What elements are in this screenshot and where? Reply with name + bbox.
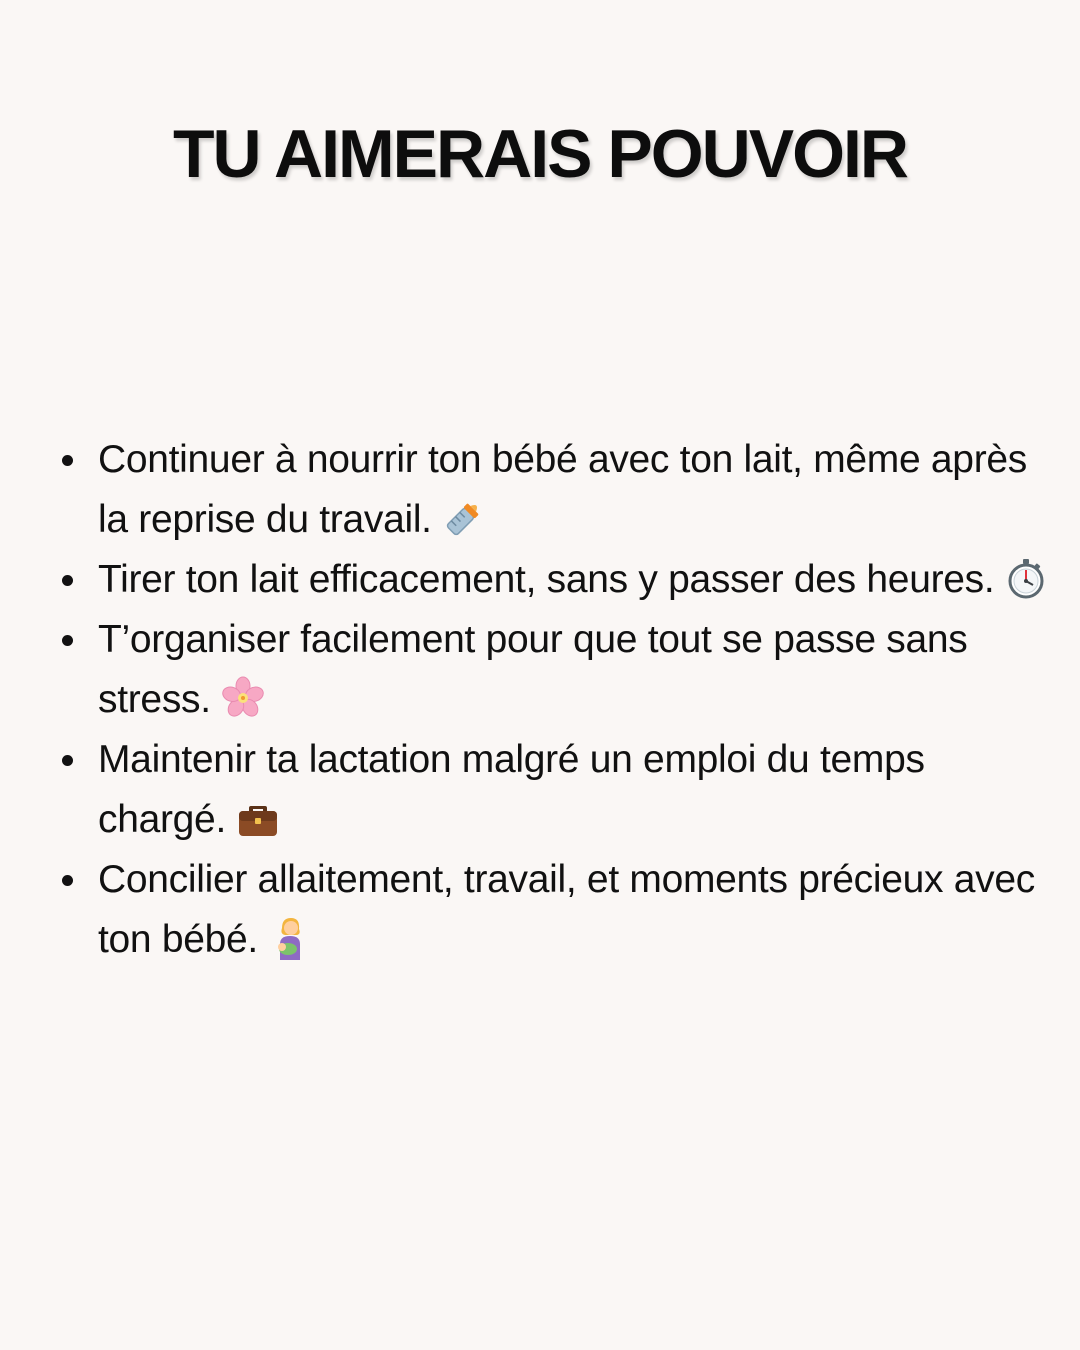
bullet-icon [62, 635, 73, 646]
stopwatch-icon [1004, 556, 1048, 600]
list-item-text: T’organiser facilement pour que tout se passe sans stress. [98, 618, 968, 721]
list-item-text: Maintenir ta lactation malgré un emploi du temps chargé. [98, 738, 925, 841]
baby-bottle-icon [442, 496, 486, 540]
benefits-list [58, 430, 1063, 970]
bullet-icon [62, 455, 73, 466]
bullet-icon [62, 575, 73, 586]
list-item-text: Concilier allaitement, travail, et moments précieux avec ton bébé. [98, 858, 1035, 961]
list-item [58, 610, 1063, 730]
breastfeeding-icon [268, 916, 312, 960]
list-item [58, 430, 1063, 550]
list-item [58, 730, 1063, 850]
briefcase-icon [236, 796, 280, 840]
list-item [58, 550, 1063, 610]
page-title: TU AIMERAIS POUVOIR [173, 116, 907, 192]
cherry-blossom-icon [221, 676, 265, 720]
bullet-icon [62, 755, 73, 766]
bullet-icon [62, 875, 73, 886]
list-item-text: Continuer à nourrir ton bébé avec ton lait, même après la reprise du travail. [98, 438, 1027, 541]
list-item-text: Tirer ton lait efficacement, sans y passer des heures. [98, 558, 995, 601]
list-item [58, 850, 1063, 970]
